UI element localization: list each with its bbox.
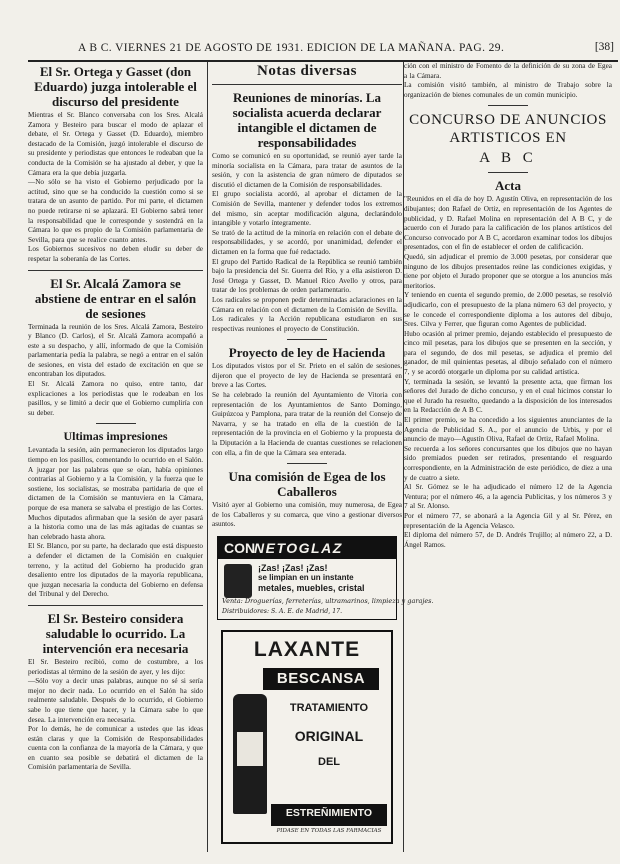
paragraph: Los radicales y la Acción republicana estudiaron en sus respectivas reuniones el proyecto de Constitución. [212, 315, 402, 333]
paragraph: El diploma del número 57, de D. Andrés Trujillo; al número 22, a D. Ángel Ramos. [404, 531, 612, 549]
paragraph: Mientras el Sr. Blanco conversaba con los Sres. Alcalá Zamora y Besteiro para buscar el modo de aplazar el debate, el Sr. Ortega y Gasset (D. Eduardo), miembro destacado de la Comisión, juzgó intolerable el discurso de su presidente y periodistas que entonces le rodeaban que la conducta de la Comisión se ha ajustado al deber, y que la Cámara era la que debía juzgarla. [28, 111, 203, 177]
divider [287, 339, 327, 340]
paragraph: Y teniendo en cuenta el segundo premio, de 2.000 pesetas, se resolvió adjudicarlo, con el presupuesto de la plana número 63 del proyecto, y se le concede el correspondiente diploma a los autores del dibujo, Sres. Cilva y Ferrer, que figuran como Agentes de publicidad. [404, 291, 612, 329]
headline: El Sr. Alcalá Zamora se abstiene de entrar en el salón de sesiones [34, 275, 197, 321]
divider [96, 423, 136, 424]
paragraph: Se ha celebrado la reunión del Ayuntamiento de Vitoria con representación de los Ayuntamientos de Santo Domingo, Guipúzcoa y Pamplona, para tratar de la reunión del Consejo de Navarra, y se ha tratado en ella de la cuestión de la representación de la provincia en el Gobierno y la propuesta de la Diputación a la Hacienda de cuantas cuestiones se relacionen con ella, a fin de que la Cámara sea enterada. [212, 391, 402, 457]
paragraph: Los Gobiernos sucesivos no deben eludir su deber de respetar la soberanía de las Cortes. [28, 245, 203, 263]
column-2 [212, 62, 434, 852]
bottle-label-icon [237, 732, 263, 766]
ad-footer: PIDASE EN TODAS LAS FARMACIAS [276, 828, 382, 834]
paragraph: El Sr. Alcalá Zamora no quiso, entre tanto, dar explicaciones a los periodistas que le rodeaban en los pasillos, y se limitó a decir que el Gobierno cumpliría con su deber. [28, 380, 203, 417]
paragraph: La comisión visitó también, al ministro de Trabajo sobre la organización de bienes comunales de un común municipio. [404, 81, 612, 99]
column-rule [207, 62, 208, 852]
subheadline: Acta [495, 178, 521, 194]
paragraph: —Sólo voy a decir unas palabras, aunque no sé si sería mejor no decir nada. Lo ocurrido en el Salón ha sido realmente saludable. Después de lo ocurrido, el Gobierno sabe lo que tiene que hacer, y la Cámara sabe lo que desea. La intervención era necesaria. [28, 677, 203, 724]
subheadline: Ultimas impresiones [63, 429, 168, 444]
paragraph: Quedó, sin adjudicar el premio de 3.000 pesetas, por considerar que ninguno de los dibujos presentados reúne las condiciones exigidas, y tiene por objeto el Jurado proponer que se otorgue a los anuncios más meritorios. [404, 252, 612, 290]
paragraph: El Sr. Besteiro recibió, como de costumbre, a los periodistas al término de la sesión de ayer, y les dijo: [28, 657, 203, 676]
divider [28, 270, 203, 271]
ad-title: LAXANTE [253, 638, 361, 661]
ad-slogan: se limpian en un instante [258, 573, 354, 582]
paragraph: Se recuerda a los señores concursantes que los dibujos que no hayan sido premiados pueden ser retirados, presentando el resguardo correspondiente, en la Administración de este periódico, de diez a una y de cuatro a siete. [404, 444, 612, 482]
paragraph: Visitó ayer al Gobierno una comisión, muy numerosa, de Egea de los Caballeros y su comarca, que vino a gestionar diversos asuntos. [212, 501, 402, 529]
ad-slogan: ¡Zas! ¡Zas! ¡Zas! [258, 563, 328, 573]
headline: Reuniones de minorías. La socialista acuerda declarar intangible el dictamen de responsabilidades [232, 90, 382, 150]
paragraph: Los diputados vistos por el Sr. Prieto en el salón de sesiones, dijeron que el proyecto de ley de Hacienda se presentará en breve a las Cortes. [212, 362, 402, 390]
headline: Proyecto de ley de Hacienda [228, 345, 386, 361]
headline: El Sr. Besteiro considera saludable lo ocurrido. La intervención era necesaria [42, 610, 189, 656]
ad-slogan: metales, muebles, cristal [258, 583, 365, 593]
divider [212, 84, 402, 85]
paragraph: El primer premio, se ha concedido a los siguientes anunciantes de la Agencia de Publicidad S. A., por el anuncio de Urbis, y por el anuncio de mayo—Agustín Oliva, Rafael de Ortiz, Rafael Molina. [404, 416, 612, 444]
headline: El Sr. Ortega y Gasset (don Eduardo) juzga intolerable el discurso del presidente [34, 64, 197, 109]
ad-text: ESTREÑIMIENTO [285, 807, 373, 819]
paragraph: —No sólo se ha visto el Gobierno perjudicado por la actitud, sino que se ha conducido la cuestión como si se tratara de un asunto de partido. Por mi parte, el dictamen no puede retirarse ni se aplazará. El Gobierno sabrá tener la responsabilidad que le corresponde y sostendrá en la Cámara lo que es propio de la Comisión parlamentaria de Sevilla, para que se realice cuanto antes. [28, 178, 203, 244]
divider [488, 105, 528, 106]
paragraph: Y, terminada la sesión, se levantó la presente acta, que firman los señores del Jurado de dicho concurso, y en el cual hicimos constar lo que el Jurado ha resuelto, quedando a la disposición de los interesados en la Redacción de A B C. [404, 377, 612, 415]
ad-brand: NETOGLAZ [254, 540, 343, 556]
section-title-abc: A B C [479, 150, 537, 167]
netoglaz-advertisement [217, 536, 434, 620]
section-title: CONCURSO DE ANUNCIOS ARTISTICOS EN [409, 112, 607, 147]
ad-sale-points: Venta: Droguerías, ferreterías, ultramarinos, limpieza y garajes. [222, 597, 434, 605]
ad-distributors: Distribuidores: S. A. E. de Madrid, 17. [222, 608, 343, 615]
paragraph: Como se comunicó en su oportunidad, se reunió ayer tarde la minoría socialista en la Cámara, para tratar de asuntos de la sesión, y con la asistencia de gran número de diputados se discutió el dictamen de la Comisión de responsabilidades. [212, 152, 402, 189]
paragraph: Los radicales se proponen pedir determinadas aclaraciones en la Cámara en relación con el dictamen de la Comisión de Sevilla. [212, 295, 402, 314]
masthead [28, 40, 618, 62]
headline: Una comisión de Egea de los Caballeros [228, 469, 386, 500]
paragraph: El grupo socialista acordó, al aprobar el dictamen de la Comisión de Sevilla, mantener y defender todos los extremos del mismo, sin aceptar modificación alguna, declarándolo intangible y votarlo íntegramente. [212, 190, 402, 228]
paragraph: Por lo demás, he de comunicar a ustedes que las ideas están claras y que la Comisión de Responsabilidades cuenta con la confianza de la mayoría de la Cámara, y que en cuanto sea posible se debatirá el dictamen de la Comisión parlamentaria de Sevilla. [28, 725, 203, 772]
paragraph: El Sr. Blanco, por su parte, ha declarado que está dispuesto a defender el dictamen de la Comisión en cualquier terreno, y la actitud del Gobierno ha producido gran desaliento entre los diputados de la mayoría republicana, que juzgan necesaria la conducta del Gobierno en defensa del Tribunal y del Derecho. [28, 542, 203, 599]
divider [28, 605, 203, 606]
polish-can-icon [224, 564, 252, 598]
ad-text: DEL [318, 756, 340, 768]
divider [488, 172, 528, 173]
laxante-advertisement [221, 630, 393, 844]
section-title: Notas diversas [257, 63, 357, 79]
paragraph: ción con el ministro de Fomento de la definición de su zona de Egea a la Cámara. [404, 62, 612, 80]
divider [287, 463, 327, 464]
ad-text: ORIGINAL [294, 728, 364, 744]
column-3 [404, 62, 612, 852]
paragraph: Terminada la reunión de los Sres. Alcalá Zamora, Besteiro y Blanco (D. Carlos), el Sr. Alcalá Zamora acompañó a este a su despacho, y allí, informado de que la Comisión parlamentaria pedía la palabra, se negó a entrar en el salón de sesiones, en vista del estado de excitación en que se encontraban los diputados. [28, 322, 203, 379]
paragraph: "Reunidos en el día de hoy D. Agustín Oliva, en representación de los dibujantes; don Rafael de Ortiz, en representación de los Agentes de publicidad, y D. Rafael Molina en representación del A B C, y de acuerdo con el Jurado para la calificación de los planos artísticos del Concurso convocado por A B C, acordaron examinar todos los dibujos presentados, con el fin de establecer el orden de calificación. [404, 195, 612, 252]
paragraph: Por el número 77, se abonará a la Agencia Gil y al Sr. Pérez, en representación de la Agencia Velasco. [404, 511, 612, 530]
paragraph: El grupo del Partido Radical de la República se reunió también bajo la presidencia del Sr. Guerra del Río, y a ella asistieron D. José Ortega y Gasset, D. Manuel Rico Avello y otros, para tratar de los problemas de orden parlamentario. [212, 257, 402, 295]
ad-con-label: CON [224, 540, 256, 556]
paragraph: Se trató de la actitud de la minoría en relación con el debate de responsabilidades, y se acordó, por unanimidad, defender el dictamen en la forma que fué redactado. [212, 228, 402, 256]
page-number: [38] [594, 41, 614, 53]
column-1 [28, 62, 203, 852]
ad-brand: BESCANSA [276, 670, 366, 687]
masthead-text: A B C. VIERNES 21 DE AGOSTO DE 1931. EDICION DE LA MAÑANA. PAG. 29. [78, 42, 505, 54]
paragraph: Levantada la sesión, aún permanecieron los diputados largo tiempo en los pasillos, comentando lo ocurrido en el Salón. A juzgar por las palabras que se oían, había opiniones contrarias al Gobierno y a la Comisión, y la fuerza que le sostiene, los socialistas, se mostraba partidaria de que el dictamen de la Comisión se mantuviera en la Cámara, porque de esa manera se salvaba el prestigio de las Cortes. Muchos diputados afirmaban que la sesión de ayer pasará a la historia como una de las más agitadas de cuantas se han celebrado hasta ahora. [28, 446, 204, 541]
paragraph: Al Sr. Gómez se le ha adjudicado el número 12 de la Agencia Ventura; por el número 46, a la agencia Publicitas, y los números 3 y 7 al Sr. Alonso. [404, 483, 612, 511]
ad-text: TRATAMIENTO [289, 702, 369, 714]
paragraph: Hubo ocasión al primer premio, dejando establecido el presupuesto de cinco mil pesetas, para los dibujos que se presenten en la sección, y para el segundo, de dos mil pesetas, se adjudica el premio del ganador, de mil quinientas pesetas, al dibujo señalado con el número 7, y se acordó otorgarle un diploma por su calidad artística. [404, 329, 612, 377]
